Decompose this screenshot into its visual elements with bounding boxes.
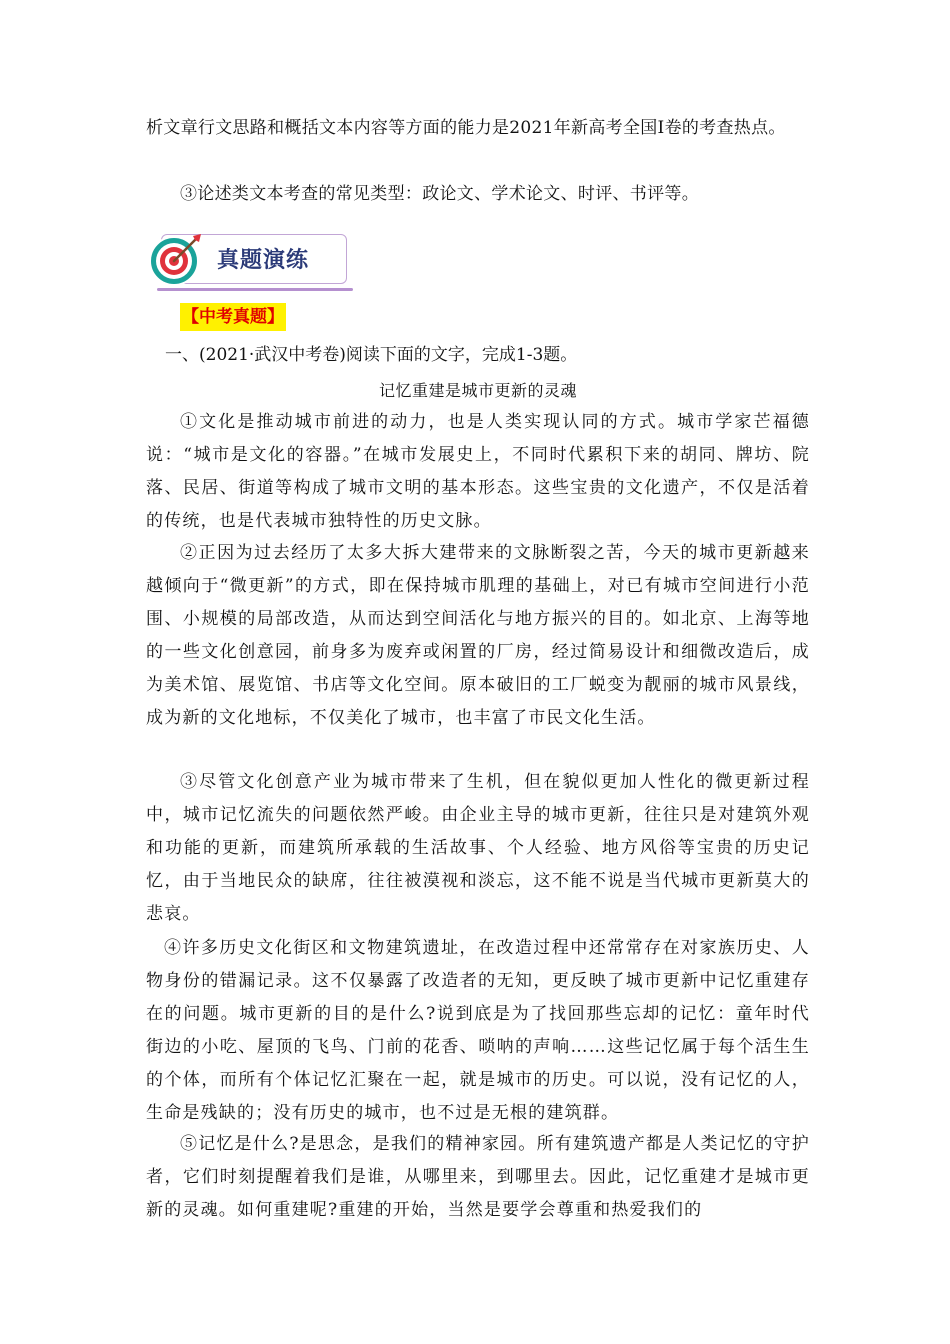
target-icon — [147, 230, 205, 288]
question-prompt: 一、(2021·武汉中考卷)阅读下面的文字，完成1-3题。 — [165, 345, 578, 365]
intro-text: 析文章行文思路和概括文本内容等方面的能力是2021年新高考全国Ⅰ卷的考查热点。 — [146, 118, 786, 138]
paragraph-1: ①文化是推动城市前进的动力，也是人类实现认同的方式。城市学家芒福德说：“城市是文化的容器。”在城市发展史上，不同时代累积下来的胡同、牌坊、院落、民居、街道等构成了城市文明的基本形态。这些宝贵的文化遗产，不仅是活着的传统，也是代表城市独特性的历史文脉。 — [146, 412, 810, 531]
banner-underline — [157, 288, 353, 291]
paragraph-5: ⑤记忆是什么?是思念，是我们的精神家园。所有建筑遗产都是人类记忆的守护者，它们时刻提醒着我们是谁，从哪里来，到哪里去。因此，记忆重建才是城市更新的灵魂。如何重建呢?重建的开始，当然是要学会尊重和热爱我们的 — [146, 1134, 810, 1220]
exam-tag: 【中考真题】 — [180, 303, 286, 331]
banner-title: 真题演练 — [217, 248, 310, 273]
section-banner — [147, 228, 353, 290]
paragraph-4: ④许多历史文化街区和文物建筑遗址，在改造过程中还常常存在对家族历史、人物身份的错漏记录。这不仅暴露了改造者的无知，更反映了城市更新中记忆重建存在的问题。城市更新的目的是什么?说到底是为了找回那些忘却的记忆：童年时代街边的小吃、屋顶的飞鸟、门前的花香、唢呐的声响……这些记忆属于每个活生生的个体，而所有个体记忆汇聚在一起，就是城市的历史。可以说，没有记忆的人，生命是残缺的；没有历史的城市，也不过是无根的建筑群。 — [146, 938, 810, 1123]
paragraph-3: ③尽管文化创意产业为城市带来了生机，但在貌似更加人性化的微更新过程中，城市记忆流失的问题依然严峻。由企业主导的城市更新，往往只是对建筑外观和功能的更新，而建筑所承载的生活故事、个人经验、地方风俗等宝贵的历史记忆，由于当地民众的缺席，往往被漠视和淡忘，这不能不说是当代城市更新莫大的悲哀。 — [146, 772, 810, 924]
intro-item-3: ③论述类文本考查的常见类型：政论文、学术论文、时评、书评等。 — [180, 184, 699, 204]
article-title: 记忆重建是城市更新的灵魂 — [378, 381, 577, 400]
paragraph-2: ②正因为过去经历了太多大拆大建带来的文脉断裂之苦，今天的城市更新越来越倾向于“微更新”的方式，即在保持城市肌理的基础上，对已有城市空间进行小范围、小规模的局部改造，从而达到空间活化与地方振兴的目的。如北京、上海等地的一些文化创意园，前身多为废弃或闲置的厂房，经过简易设计和细微改造后，成为美术馆、展览馆、书店等文化空间。原本破旧的工厂蜕变为靓丽的城市风景线，成为新的文化地标，不仅美化了城市，也丰富了市民文化生活。 — [146, 543, 810, 728]
